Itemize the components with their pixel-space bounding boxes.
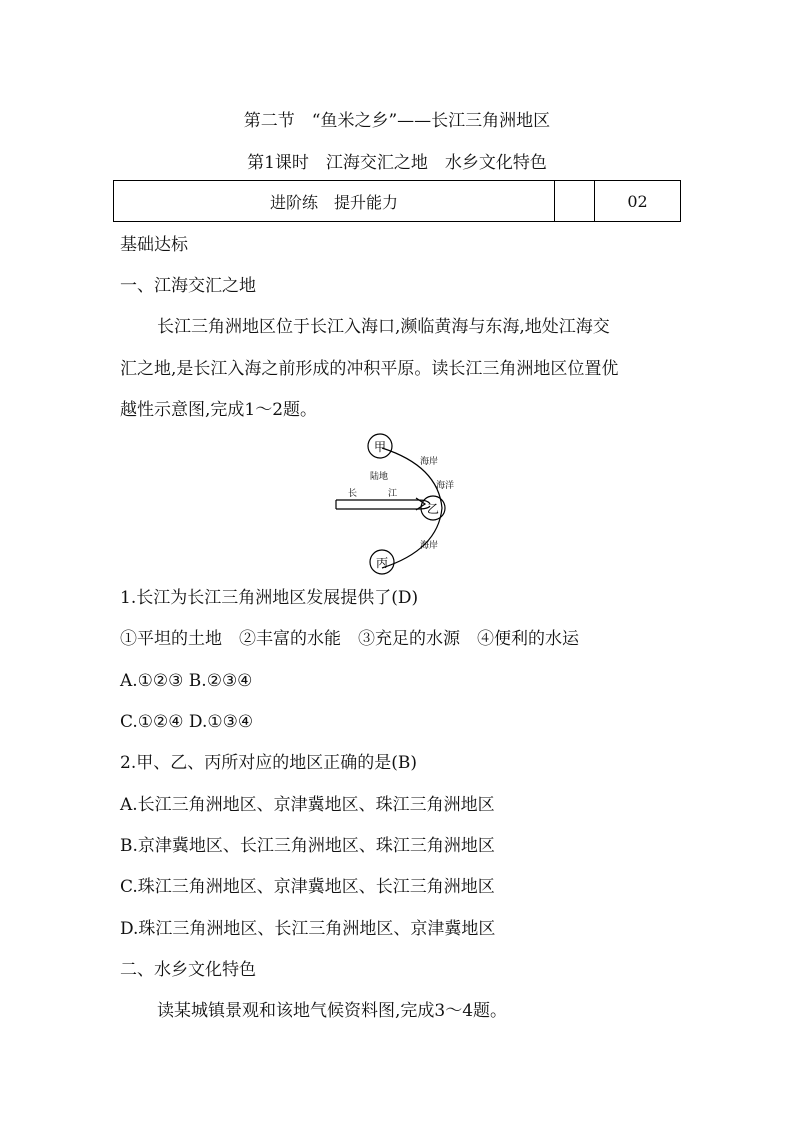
label-coast-top: 海岸 (420, 457, 439, 467)
question1-options-ab: A.①②③ B.②③④ (120, 671, 253, 691)
intro-paragraph-line2: 汇之地,是长江入海之前形成的冲积平原。读长江三角洲地区位置优 (120, 359, 619, 379)
basic-heading: 基础达标 (120, 235, 188, 255)
location-diagram (334, 430, 464, 578)
page-number: 02 (595, 181, 681, 222)
question1-stem: 1.长江为长江三角洲地区发展提供了(D) (120, 588, 419, 608)
blank-cell (555, 181, 595, 222)
question2-option-c: C.珠江三角洲地区、京津冀地区、长江三角洲地区 (120, 877, 495, 897)
section-title: 第二节 “鱼米之乡”——长江三角洲地区 (243, 111, 551, 131)
label-yi: 乙 (427, 502, 440, 516)
question1-items: ①平坦的土地 ②丰富的水能 ③充足的水源 ④便利的水运 (120, 629, 579, 649)
section-one-heading: 一、江海交汇之地 (120, 276, 256, 296)
practice-header-table (113, 180, 681, 222)
lesson-title: 第1课时 江海交汇之地 水乡文化特色 (247, 153, 547, 173)
label-ocean: 海洋 (436, 481, 455, 491)
section-two-paragraph: 读某城镇景观和该地气候资料图,完成3～4题。 (157, 1001, 508, 1021)
section-two-heading: 二、水乡文化特色 (120, 960, 256, 980)
question2-option-a: A.长江三角洲地区、京津冀地区、珠江三角洲地区 (120, 795, 495, 815)
label-jia: 甲 (374, 440, 387, 454)
intro-paragraph-line1: 长江三角洲地区位于长江入海口,濒临黄海与东海,地处江海交 (157, 317, 610, 337)
river-upper-edge (336, 500, 430, 504)
intro-paragraph-line3: 越性示意图,完成1～2题。 (120, 400, 318, 420)
question2-option-b: B.京津冀地区、长江三角洲地区、珠江三角洲地区 (120, 836, 495, 856)
question1-options-cd: C.①②④ D.①③④ (120, 712, 254, 732)
practice-label: 进阶练 提升能力 (114, 181, 555, 222)
label-coast-bottom: 海岸 (420, 541, 439, 551)
question2-stem: 2.甲、乙、丙所对应的地区正确的是(B) (120, 753, 417, 773)
river-lower-edge (336, 506, 430, 509)
label-bing: 丙 (376, 556, 389, 570)
label-river-chang: 长 (348, 489, 358, 499)
label-river-jiang: 江 (388, 489, 398, 499)
label-land: 陆地 (370, 472, 389, 482)
coast-arc-bottom (382, 508, 442, 568)
question2-option-d: D.珠江三角洲地区、长江三角洲地区、京津冀地区 (120, 919, 496, 939)
